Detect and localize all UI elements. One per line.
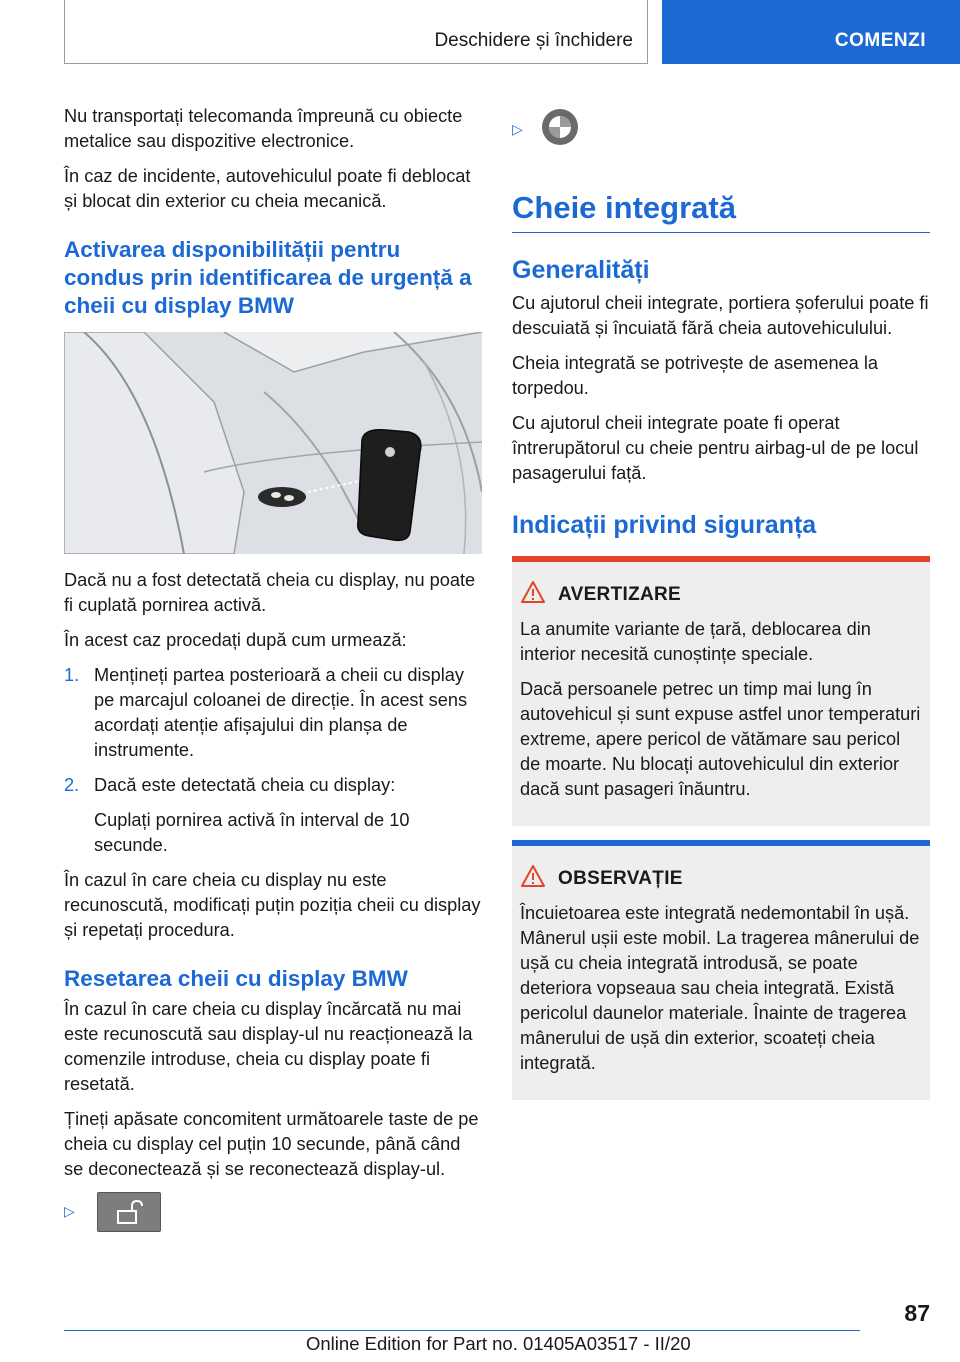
footer-edition: Online Edition for Part no. 01405A03517 - II/20 <box>306 1333 691 1354</box>
header-section-tab <box>64 0 648 64</box>
header-chapter-title: COMENZI <box>834 30 926 51</box>
paragraph: Nu transportați telecomanda împreună cu obiecte metalice sau dispozitive electronice. <box>64 106 463 151</box>
paragraph: Încuietoarea este integrată nedemontabil în ușă. Mânerul ușii este mobil. La tragerea mânerului de ușă cu cheia integrată introdusă, se poate deteriora vopseaua sau cheia integrată. Există pericolul daunelor materiale. Înainte de tragerea mânerului de ușă din exterior, scoateți cheia integrată. <box>520 903 920 1073</box>
warning-triangle-icon <box>520 864 546 893</box>
step-number: 2. <box>64 775 80 795</box>
list-item <box>64 773 482 858</box>
step-text: Dacă este detectată cheia cu display: <box>94 775 396 795</box>
paragraph: Cu ajutorul cheii integrate, portiera șoferului poate fi descuiată și încuiată fără cheia autovehiculului. <box>512 293 929 338</box>
section-heading-safety: Indicații privind siguranța <box>512 511 817 539</box>
paragraph: În acest caz procedați după cum urmează: <box>64 630 407 650</box>
notice-box <box>512 840 930 1100</box>
step-number: 1. <box>64 665 80 685</box>
footer-divider <box>64 1330 860 1331</box>
header-chapter-tab <box>662 0 960 64</box>
arrow-marker: ▷ <box>512 120 523 137</box>
key-reference <box>64 1192 482 1232</box>
header-section-title: Deschidere și închidere <box>434 30 633 51</box>
arrow-marker: ▷ <box>64 1203 75 1220</box>
right-column <box>512 104 930 1100</box>
left-column <box>64 104 482 1232</box>
section-heading-reset: Resetarea cheii cu display BMW <box>64 966 408 991</box>
page-title-integrated-key: Cheie integrată <box>512 190 736 225</box>
section-heading-activation: Activarea disponibilității pentru condus prin identificarea de urgență a cheii cu display BMW <box>64 237 472 318</box>
notice-label: OBSERVAȚIE <box>558 867 683 889</box>
bmw-logo-icon <box>541 108 579 151</box>
steering-column-drawing <box>64 332 482 554</box>
warning-label: AVERTIZARE <box>558 583 681 605</box>
paragraph: În caz de incidente, autovehiculul poate fi deblocat și blocat din exterior cu cheia mecanică. <box>64 166 471 211</box>
paragraph: În cazul în care cheia cu display nu este recunoscută, modificați puțin poziția cheii cu display și repetați procedura. <box>64 870 481 940</box>
unlock-key-icon <box>97 1192 161 1232</box>
warning-box <box>512 556 930 826</box>
paragraph: Cheia integrată se potrivește de asemenea la torpedou. <box>512 353 878 398</box>
paragraph: Țineți apăsate concomitent următoarele taste de pe cheia cu display cel puțin 10 secunde, până când se deconectează și se reconectează display-ul. <box>64 1109 479 1179</box>
bmw-reference <box>512 104 930 154</box>
step-text: Mențineți partea posterioară a cheii cu display pe marcajul coloanei de direcție. În acest sens acordați atenție afișajului din planșa de instrumente. <box>94 665 468 760</box>
procedure-steps <box>64 663 482 858</box>
section-heading-general: Generalități <box>512 256 650 284</box>
paragraph: Dacă nu a fost detectată cheia cu display, nu poate fi cuplată pornirea activă. <box>64 570 476 615</box>
title-divider <box>512 232 930 233</box>
page-number: 87 <box>904 1300 930 1326</box>
paragraph: Cu ajutorul cheii integrate poate fi operat întrerupătorul cu cheie pentru airbag-ul de pe locul pasagerului față. <box>512 413 919 483</box>
step-subtext: Cuplați pornirea activă în interval de 10 secunde. <box>94 810 410 855</box>
paragraph: Dacă persoanele petrec un timp mai lung în autovehicul și sunt expuse astfel unor temperaturi extreme, apere pericol de vătămare sau pericol de moarte. Nu blocați autovehiculul din exterior dacă sunt pasageri înăuntru. <box>520 679 921 799</box>
paragraph: La anumite variante de țară, deblocarea din interior necesită cunoștințe speciale. <box>520 619 871 664</box>
steering-column-illustration <box>64 332 482 554</box>
paragraph: În cazul în care cheia cu display încărcată nu mai este recunoscută sau display-ul nu reacționează la comenzile introduse, cheia cu display poate fi resetată. <box>64 999 473 1094</box>
warning-triangle-icon <box>520 580 546 609</box>
list-item <box>64 663 482 763</box>
